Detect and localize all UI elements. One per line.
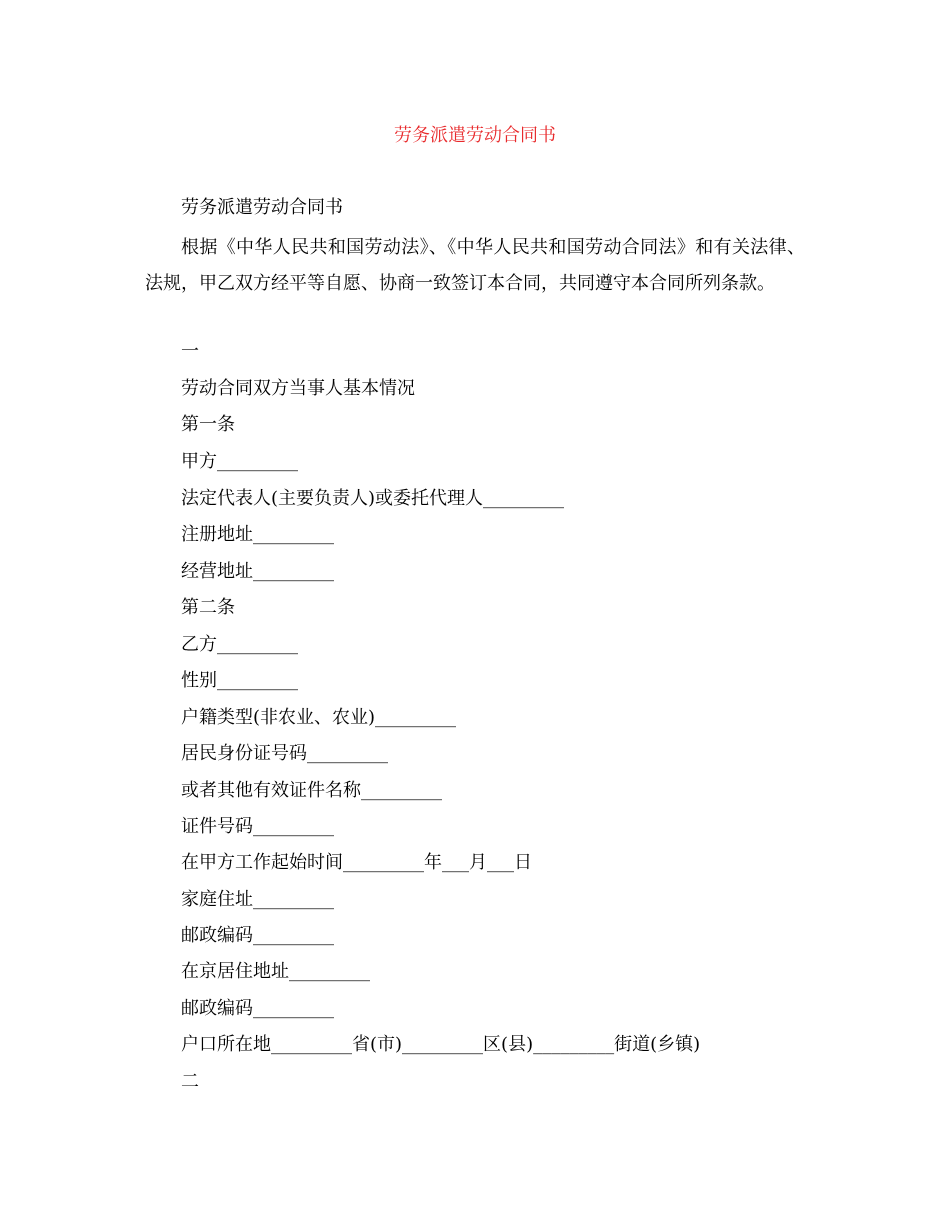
other-certificate-name-field: 或者其他有效证件名称_________ xyxy=(181,780,442,801)
document-title: 劳务派遣劳动合同书 xyxy=(394,125,556,146)
beijing-address-field: 在京居住地址_________ xyxy=(181,961,370,982)
registered-address-field: 注册地址_________ xyxy=(181,524,334,545)
article-2-label: 第二条 xyxy=(181,597,235,618)
document-heading: 劳务派遣劳动合同书 xyxy=(181,197,343,218)
home-address-field: 家庭住址_________ xyxy=(181,889,334,910)
work-start-date-field: 在甲方工作起始时间_________年___月___日 xyxy=(181,852,532,873)
postal-code-field-2: 邮政编码_________ xyxy=(181,998,334,1019)
section-number-2: 二 xyxy=(181,1071,199,1092)
section-number-1: 一 xyxy=(181,341,199,362)
business-address-field: 经营地址_________ xyxy=(181,561,334,582)
gender-field: 性别_________ xyxy=(181,670,298,691)
article-1-label: 第一条 xyxy=(181,414,235,435)
intro-paragraph: 根据《中华人民共和国劳动法》、《中华人民共和国劳动合同法》和有关法律、法规，甲乙双方经平等自愿、协商一致签订本合同，共同遵守本合同所列条款。 xyxy=(145,237,805,294)
id-number-field: 居民身份证号码_________ xyxy=(181,743,388,764)
section-heading-parties: 劳动合同双方当事人基本情况 xyxy=(181,378,415,399)
household-type-field: 户籍类型(非农业、农业)_________ xyxy=(181,707,457,728)
household-registration-field: 户口所在地_________省(市)_________区(县)_________街道(乡镇) xyxy=(181,1034,701,1055)
legal-representative-field: 法定代表人(主要负责人)或委托代理人_________ xyxy=(181,488,565,509)
party-a-field: 甲方_________ xyxy=(181,451,298,472)
party-b-field: 乙方_________ xyxy=(181,634,298,655)
certificate-number-field: 证件号码_________ xyxy=(181,816,334,837)
postal-code-field: 邮政编码_________ xyxy=(181,925,334,946)
